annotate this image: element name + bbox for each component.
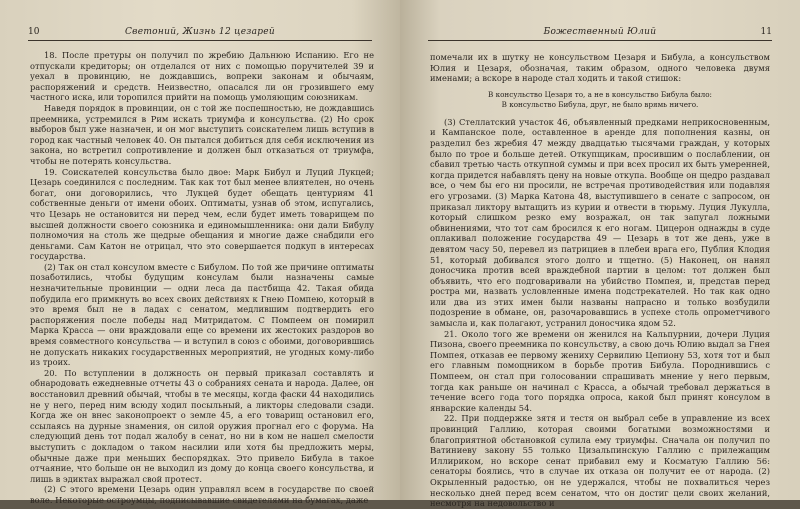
paragraph: Наведя порядок в провинции, он с той же поспешностью, не дождавшись преемника, устремился в Рим искать триумфа и консульства. (2) Но срок выборов был уже назначен, и он мог выступить соискателем лишь вступив в город как частный человек 40. Он пытался добиться для себя исключения из закона, но встретил сопротивление и должен был отказаться от триумфа, чтобы не потерять консульства.: [30, 102, 374, 166]
verse-line: В консульство Цезаря то, а не в консульство Бибула было:: [488, 89, 712, 99]
paragraph: 21. Около того же времени он женился на Кальпурнии, дочери Луция Пизона, своего преемника по консульству, а свою дочь Юлию выдал за Гнея Помпея, отказав ее первому жениху Сервилию Цепиону 53, хотя тот и был его главным помощником в борьбе против Бибула. Породнившись с Помпеем, он стал при голосовании спрашивать мнение у него первым, тогда как раньше он начинал с Красса, а обычай требовал держаться в течение всего года того порядка опроса, какой был принят консулом в январские календы 54.: [430, 328, 771, 413]
paragraph: (2) Так он стал консулом вместе с Бибулом. По той же причине оптиматы позаботились, чтобы будущим консулам были назначены самые незначительные провинции — одни леса да пастбища 42. Такая обида побудила его примкнуть во всех своих действиях к Гнею Помпею, который в это время был не в ладах с сенатом, медлившим подтвердить его распоряжения после победы над Митридатом. С Помпеем он помирил Марка Красса — они враждовали еще со времени их жестоких раздоров во время совместного консульства — и вступил в союз с обоими, договорившись не допускать никаких государственных мероприятий, не угодных кому-либо из троих.: [30, 261, 374, 368]
paragraph: помечали их в шутку не консульством Цезаря и Бибула, а консульством Юлия и Цезаря, обозначая, таким образом, одного человека двумя именами; а вскоре в народе стал ходить и такой стишок:: [430, 52, 770, 84]
paragraph: 18. После претуры он получил по жребию Дальнюю Испанию. Его не отпускали кредиторы; он отделался от них с помощью поручителей 39 и уехал в провинцию, не дождавшись, вопреки законам и обычаям, распоряжений и средств. Неизвестно, опасался ли он грозившего ему частного иска, или торопился прийти на помощь умоляющим союзникам.: [30, 50, 374, 103]
right-page: [400, 0, 800, 509]
paragraph: (2) С этого времени Цезарь один управлял всем в государстве по своей воле. Некоторые остроумцы, подписывавшие свидетелями на бумагах, даже: [30, 484, 374, 505]
verse-line: В консульство Бибула, друг, не было врямь ничего.: [501, 99, 699, 109]
paragraph: 19. Соискателей консульства было двое: Марк Бибул и Луций Лукцей; Цезарь соединился с последним. Так как тот был менее влиятелен, но очень богат, они договорились, что Лукцей будет обещать центуриям 41 собственные деньги от имени обоих. Оптиматы, узнав об этом, испугались, что Цезарь не остановится ни перед чем, если будет иметь товарищем по высшей должности своего союзника и единомышленника: они дали Бибулу полномочия на столь же щедрые обещания и многие даже снабдили его деньгами. Сам Катон не отрицал, что это совершается подкуп в интересах государства.: [30, 166, 374, 262]
paragraph: 22. При поддержке зятя и тестя он выбрал себе в управление из всех провинций Галлию, которая своими богатыми возможностями и благоприятной обстановкой сулила ему триумфы. Сначала он получил по Ватиниеву закону 55 только Цизальпинскую Галлию с прилежащим Иллириком, но вскоре сенат прибавил ему и Косматую Галлию 56: сенаторы боялись, что в случае их отказа он получит ее от народа. (2) Окрыленный радостью, он не удержался, чтобы не похвалиться через несколько дней перед всем сенатом, что он достиг цели своих желаний, несмотря на недовольство и: [430, 413, 770, 509]
paragraph: 20. По вступлении в должность он первый приказал составлять и обнародовать ежедневные отчеты 43 о собраниях сената и народа. Далее, он восстановил древний обычай, чтобы в те месяцы, когда фаски 44 находились не у него, перед ним всюду ходил посыльный, а ликторы следовали сзади. Когда же он внес законопроект о земле 45, а его товарищ остановил его, ссылаясь на дурные знамения, он силой оружия прогнал его с форума. На следующий день тот подал жалобу в сенат, но ни в ком не нашел смелости выступить с докладом о таком насилии или хотя бы предложить меры, обычные даже при меньших беспорядках. Это привело Бибула в такое отчаяние, что больше он не выходил из дому до конца своего консульства, и лишь в эдиктах выражал свой протест.: [30, 367, 374, 484]
running-title-right: Божественный Юлий: [543, 27, 657, 37]
left-page-header: [28, 26, 372, 41]
paragraph: (3) Стеллатский участок 46, объявленный предками неприкосновенным, и Кампанское поле, оставленное в аренде для пополнения казны, он разделил без жребия 47 между двадцатью тысячами граждан, у которых было по трое и больше детей. Откупщикам, просившим о послаблении, он сбавил третью часть откупной суммы и при всех просил их быть умеренней, когда придется набавлять цену на новые откупа. Вообще он щедро раздавал все, о чем бы его ни просили, не встречая противодействия или подавляя его угрозами. (3) Марка Катона 48, выступившего в сенате с запросом, он приказал ликтору вытащить из курии и отвести в тюрьму. Луция Лукулла, который слишком резко ему возражал, он так запугал ложными обвинениями, что тот сам бросился к его ногам. Цицерон однажды в суде оплакивал положение государства 49 — Цезарь в тот же день, уже в девятом часу 50, перевел из патрициев в плебеи врага его, Публия Клодия 51, который добивался этого долго и тщетно. (5) Наконец, он нанял доносчика против всей враждебной партии в целом: тот должен был объявить, что его подговаривали на убийство Помпея, и, представ перед ростра ми, назвать условленные имена подстрекателей. Но так как одно или два из этих имен были названы напрасно и только возбудили подозрение в обмане, он, разочаровавшись в успехе столь опрометчивого замысла и, как полагают, устранил доносчика ядом 52.: [430, 116, 770, 329]
right-page-text: [430, 52, 771, 509]
left-page: [0, 0, 400, 505]
page-number-left: 10: [28, 27, 40, 37]
verse-quote: [430, 90, 770, 110]
page-number-right: 11: [760, 27, 772, 37]
running-title-left: Светоний, Жизнь 12 цезарей: [124, 27, 276, 37]
right-page-header: [428, 26, 772, 41]
left-page-text: [30, 50, 374, 505]
